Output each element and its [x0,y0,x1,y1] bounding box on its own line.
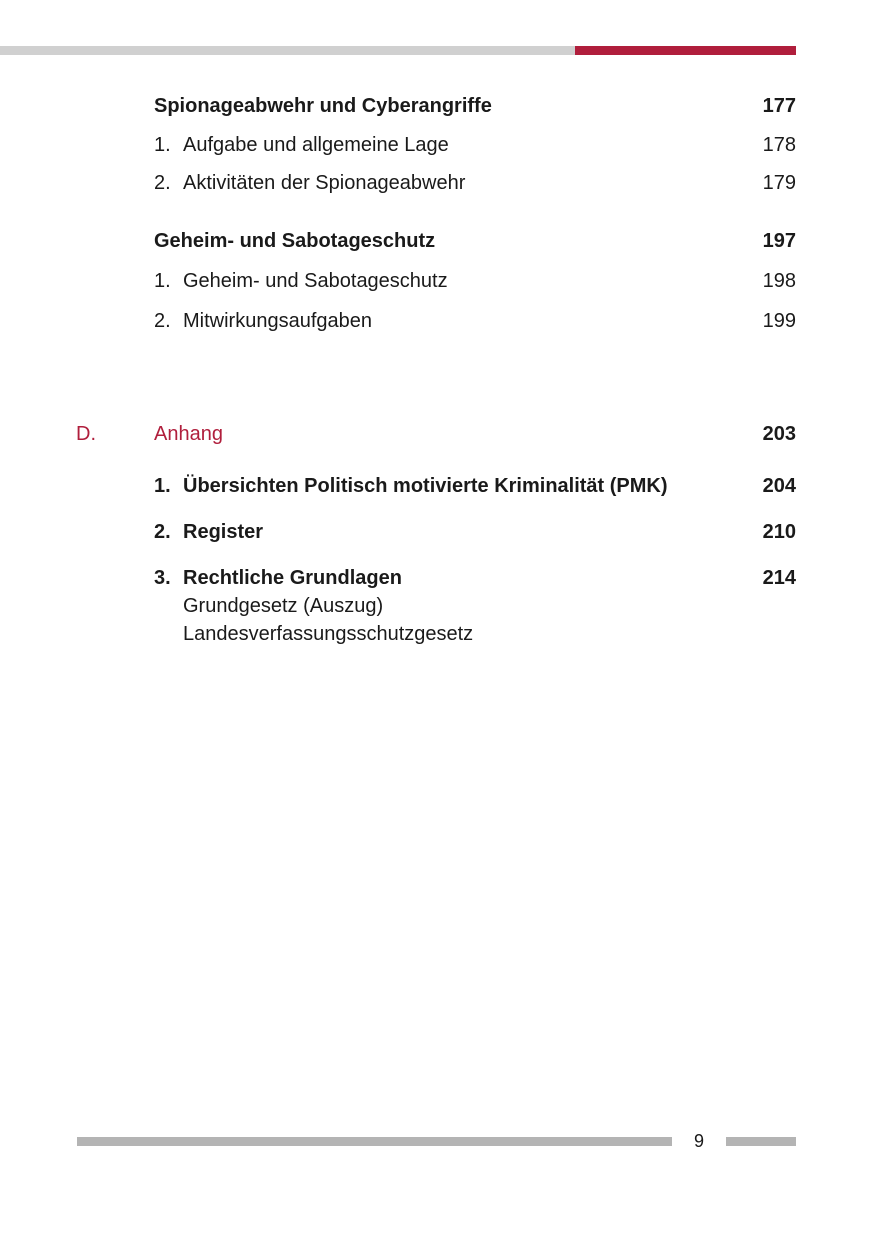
toc-page-number: 197 [762,230,796,252]
toc-page-number: 178 [762,134,796,156]
footer-decor-bar-right [726,1137,796,1146]
toc-entry-label: Aktivitäten der Spionageabwehr [183,172,466,194]
toc-entry[interactable] [154,169,796,197]
toc-entry[interactable] [154,518,796,546]
toc-page-number: 177 [762,95,796,117]
toc-entry[interactable] [154,472,796,500]
toc-page-number: 179 [762,172,796,194]
toc-entry-label: Übersichten Politisch motivierte Kriminalität (PMK) [183,475,668,497]
toc-section-title: Spionageabwehr und Cyberangriffe [154,95,492,117]
top-decor-bar-red [575,46,796,55]
toc-entry-number: 1. [154,270,171,292]
toc-entry-number: 1. [154,134,171,156]
toc-entry-label: Rechtliche Grundlagen [183,567,402,589]
toc-subentry: Landesverfassungsschutzgesetz [183,623,474,645]
toc-entry-number: 2. [154,172,171,194]
toc-entry-label: Register [183,521,264,543]
toc-page-number: 214 [762,567,796,589]
toc-entry[interactable] [154,564,796,592]
toc-page-number: 198 [762,270,796,292]
chapter-letter: D. [76,423,96,445]
toc-chapter-title: Anhang [154,423,223,445]
toc-entry-number: 2. [154,310,171,332]
toc-entry[interactable] [154,267,796,295]
toc-page-number: 199 [762,310,796,332]
toc-entry[interactable] [154,131,796,159]
top-decor-bar-grey [0,46,575,55]
toc-entry-label: Mitwirkungsaufgaben [183,310,372,332]
toc-entry-number: 3. [154,567,171,589]
footer-decor-bar-left [77,1137,672,1146]
toc-entry-label: Geheim- und Sabotageschutz [183,270,448,292]
toc-entry-number: 1. [154,475,171,497]
toc-section-title: Geheim- und Sabotageschutz [154,230,436,252]
toc-section-spionageabwehr[interactable] [154,92,796,120]
toc-entry-label: Aufgabe und allgemeine Lage [183,134,449,156]
toc-page-number: 210 [762,521,796,543]
toc-page-number: 203 [762,423,796,445]
toc-chapter-anhang[interactable] [154,420,796,448]
footer-page-number: 9 [693,1131,704,1151]
toc-subentry: Grundgesetz (Auszug) [183,595,384,617]
toc-section-geheimschutz[interactable] [154,227,796,255]
toc-entry-number: 2. [154,521,171,543]
toc-entry[interactable] [154,307,796,335]
toc-page-number: 204 [762,475,796,497]
